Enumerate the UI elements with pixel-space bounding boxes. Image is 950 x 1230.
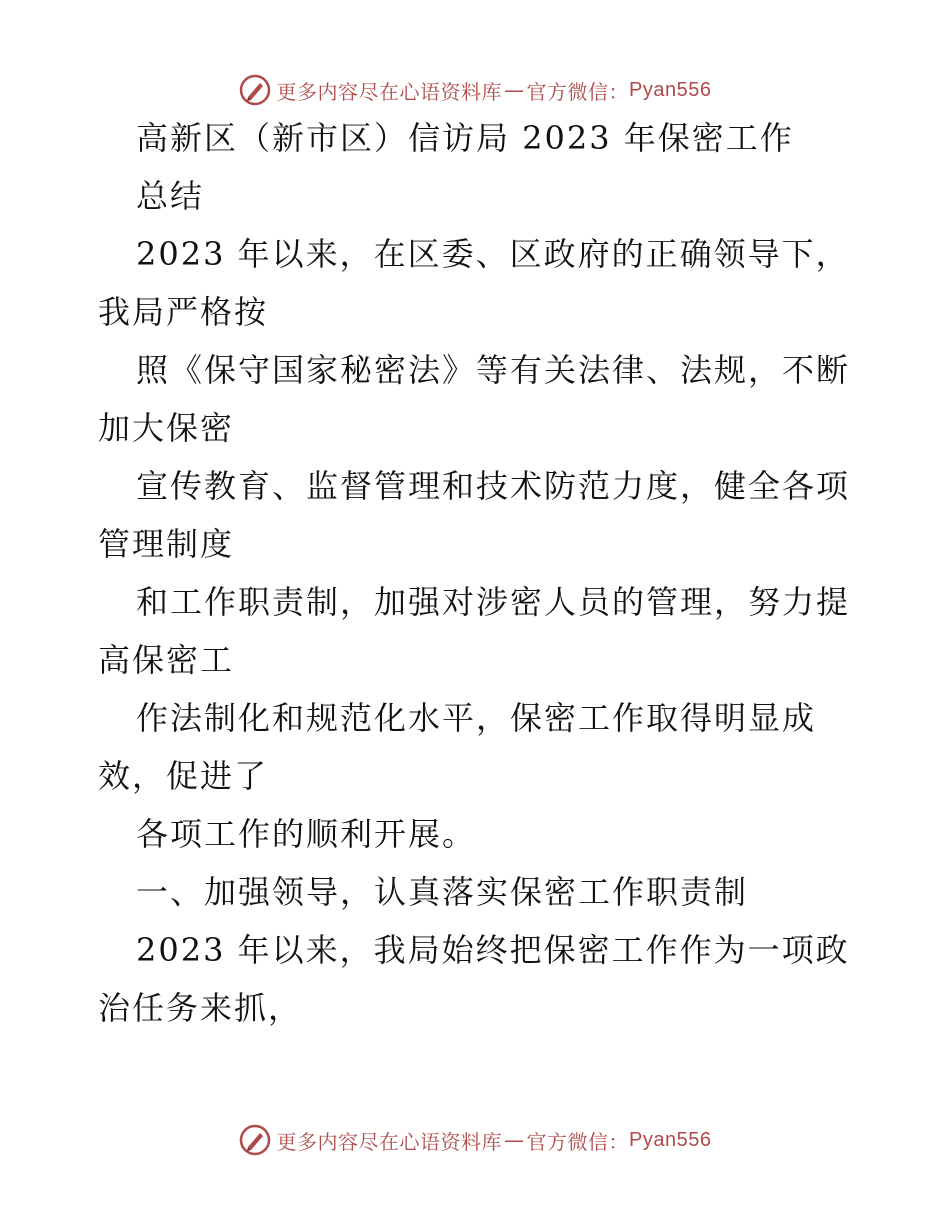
watermark-id: Pyan556 [629,78,712,101]
doc-line: 治任务来抓， [98,989,303,1027]
watermark-id: Pyan556 [629,1128,712,1151]
watermark-footer [0,1120,950,1160]
doc-title-line-1: 高新区（新市区）信访局 2023 年保密工作 [136,119,794,157]
doc-line: 管理制度 [98,525,235,563]
section-heading: 一、加强领导，认真落实保密工作职责制 [136,873,749,911]
doc-line: 照《保守国家秘密法》等有关法律、法规，不断 [136,351,851,389]
doc-line: 高保密工 [98,641,235,679]
document-body [98,119,858,1050]
doc-line: 我局严格按 [98,293,269,331]
watermark-separator: — [504,1128,525,1152]
watermark-text: 更多内容尽在心语资料库 [276,79,503,104]
doc-line: 2023 年以来，我局始终把保密工作作为一项政 [136,931,850,969]
doc-line: 效，促进了 [98,757,269,795]
doc-line: 宣传教育、监督管理和技术防范力度，健全各项 [136,467,851,505]
watermark-contact: 官方微信： [526,1129,630,1154]
watermark-header [0,70,950,110]
doc-line: 和工作职责制，加强对涉密人员的管理，努力提 [136,583,851,621]
doc-title-line-2: 总结 [136,177,205,215]
doc-line: 作法制化和规范化水平，保密工作取得明显成 [136,699,817,737]
watermark-text: 更多内容尽在心语资料库 [276,1129,503,1154]
pen-logo-icon [239,1124,271,1156]
watermark-contact: 官方微信： [526,79,630,104]
doc-line: 加大保密 [98,409,235,447]
watermark-separator: — [504,78,525,102]
pen-logo-icon [239,74,271,106]
doc-line: 2023 年以来，在区委、区政府的正确领导下， [136,235,850,273]
doc-line: 各项工作的顺利开展。 [136,815,477,853]
